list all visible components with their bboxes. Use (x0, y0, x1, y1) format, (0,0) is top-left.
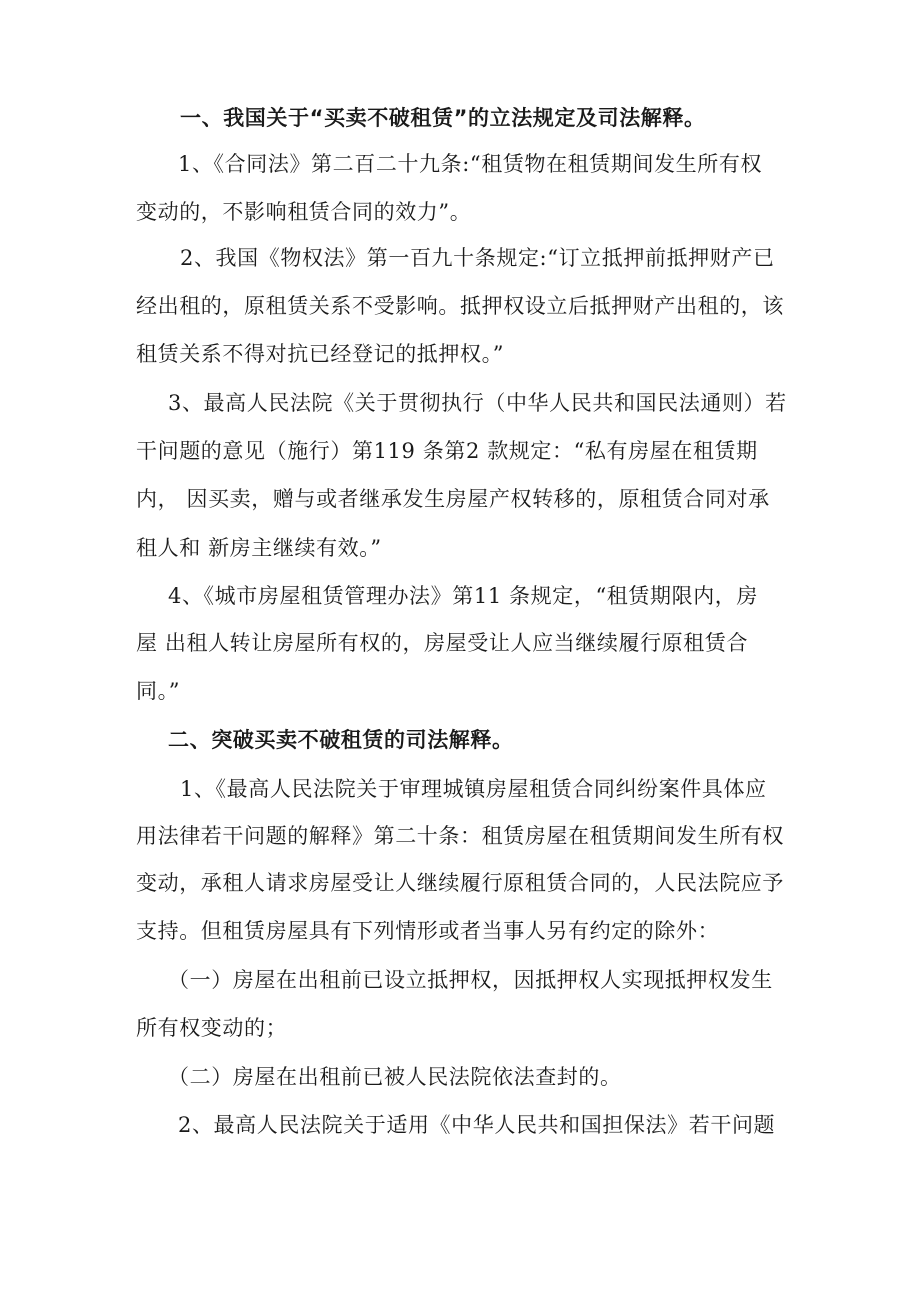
paragraph-line: 1、《最高人民法院关于审理城镇房屋租赁合同纠纷案件具体应 (180, 777, 767, 801)
paragraph-line: 干问题的意见（施行）第119 条第2 款规定：“私有房屋在租赁期 (136, 439, 758, 463)
section-heading-2: 二、突破买卖不破租赁的司法解释。 (168, 728, 514, 752)
paragraph-line: 4、《城市房屋租赁管理办法》第11 条规定，“租赁期限内，房 (168, 584, 758, 608)
paragraph-line: 变动，承租人请求房屋受让人继续履行原租赁合同的，人民法院应予 (136, 871, 784, 895)
paragraph-line: 变动的，不影响租赁合同的效力”。 (136, 200, 472, 224)
paragraph-line: 支持。但租赁房屋具有下列情形或者当事人另有约定的除外： (136, 919, 720, 943)
paragraph-line: 租赁关系不得对抗已经登记的抵押权。” (136, 342, 505, 366)
paragraph-line: （二）房屋在出租前已被人民法院依法查封的。 (168, 1065, 622, 1089)
paragraph-line: 内， 因买卖，赠与或者继承发生房屋产权转移的，原租赁合同对承 (136, 487, 770, 511)
section-heading-1: 一、我国关于“买卖不破租赁”的立法规定及司法解释。 (180, 106, 706, 130)
paragraph-line: 同。” (136, 679, 181, 703)
paragraph-line: 1、《合同法》第二百二十九条:“租赁物在租赁期间发生所有权 (178, 152, 763, 176)
paragraph-line: 2、我国《物权法》第一百九十条规定:“订立抵押前抵押财产已 (180, 246, 775, 270)
paragraph-line: 用法律若干问题的解释》第二十条：租赁房屋在租赁期间发生所有权 (136, 824, 784, 848)
paragraph-line: 3、最高人民法院《关于贯彻执行（中华人民共和国民法通则）若 (168, 391, 787, 415)
paragraph-line: 屋 出租人转让房屋所有权的，房屋受让人应当继续履行原租赁合 (136, 631, 749, 655)
paragraph-line: （一）房屋在出租前已设立抵押权，因抵押权人实现抵押权发生 (168, 968, 773, 992)
paragraph-line: 租人和 新房主继续有效。” (136, 536, 382, 560)
paragraph-line: 2、最高人民法院关于适用《中华人民共和国担保法》若干问题 (178, 1113, 776, 1137)
paragraph-line: 所有权变动的； (136, 1016, 288, 1040)
paragraph-line: 经出租的，原租赁关系不受影响。抵押权设立后抵押财产出租的，该 (136, 294, 784, 318)
